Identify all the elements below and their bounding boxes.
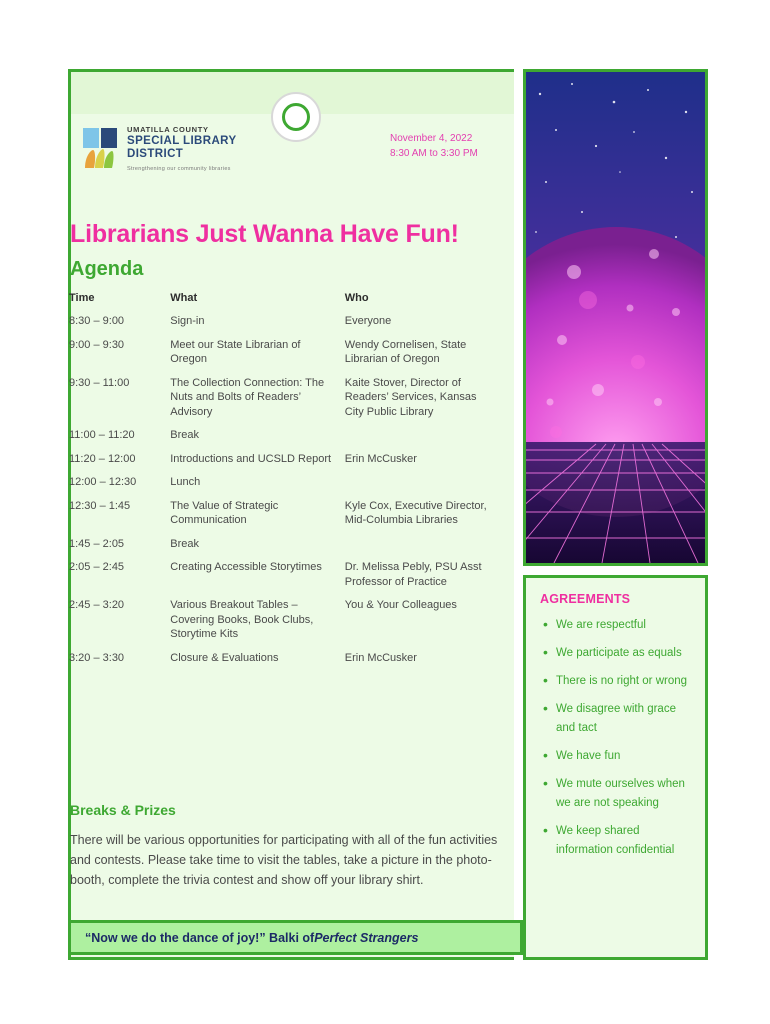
logo-text [127, 125, 237, 172]
cell-what: Various Breakout Tables – Covering Books, Book Clubs, Storytime Kits [170, 599, 314, 640]
table-row [69, 499, 504, 537]
event-date: November 4, 2022 [390, 133, 473, 144]
cell-who: Everyone [344, 315, 392, 327]
agenda-table [69, 292, 504, 674]
table-row [69, 314, 504, 338]
cell-who: Kyle Cox, Executive Director, Mid-Columbia Libraries [344, 499, 487, 526]
cell-time: 12:30 – 1:45 [69, 499, 131, 512]
list-item: • We have fun [556, 747, 695, 766]
agreements-panel [523, 575, 708, 960]
cell-time: 9:00 – 9:30 [69, 338, 125, 351]
circle-ornament-icon [271, 92, 321, 142]
list-item: • We keep shared information confidential [556, 822, 695, 860]
cell-what: The Value of Strategic Communication [170, 499, 279, 526]
cell-what: The Collection Connection: The Nuts and Bolts of Readers’ Advisory [170, 376, 325, 418]
cell-what: Meet our State Librarian of Oregon [170, 338, 301, 365]
cell-what: Creating Accessible Storytimes [170, 561, 322, 573]
table-row [69, 338, 504, 376]
cell-what: Sign-in [170, 315, 205, 327]
page-title: Librarians Just Wanna Have Fun! [70, 220, 459, 248]
table-row [69, 560, 504, 598]
header-what: What [170, 292, 198, 304]
list-item: • We participate as equals [556, 644, 695, 663]
cell-what: Break [170, 429, 199, 441]
logo-mark-icon [83, 128, 119, 170]
table-row [69, 537, 504, 561]
list-item: • We disagree with grace and tact [556, 700, 695, 738]
breaks-body-text: There will be various opportunities for participating with all of the fun activities and contests. Please take time to visit the tables, take a picture in the photo-booth, complete the trivia contest and show off your library shirt. [70, 833, 498, 887]
breaks-heading: Breaks & Prizes [70, 802, 176, 818]
cell-who [345, 428, 504, 452]
agenda-heading: Agenda [70, 258, 144, 280]
table-row [69, 651, 504, 675]
quote-source: Perfect Strangers [314, 930, 419, 945]
cell-who: Kaite Stover, Director of Readers’ Services, Kansas City Public Library [344, 376, 477, 418]
cell-what: Closure & Evaluations [170, 651, 279, 664]
event-date-time [390, 131, 510, 161]
cell-what: Break [170, 537, 199, 550]
logo-line-3: DISTRICT [127, 148, 184, 160]
cell-time: 9:30 – 11:00 [69, 376, 130, 389]
cell-who [345, 475, 504, 499]
quote-banner [68, 920, 523, 955]
logo-line-2: SPECIAL LIBRARY [127, 135, 237, 147]
cell-time: 12:00 – 12:30 [69, 476, 137, 488]
table-row [69, 452, 504, 476]
decorative-artwork-panel [523, 69, 708, 566]
cell-time: 11:20 – 12:00 [69, 452, 136, 465]
table-row [69, 475, 504, 499]
table-row [69, 376, 504, 429]
table-row [69, 428, 504, 452]
cell-who [345, 537, 504, 561]
cell-who: Dr. Melissa Pebly, PSU Asst Professor of Practice [344, 561, 482, 588]
cell-time: 3:20 – 3:30 [69, 651, 125, 664]
list-item: • There is no right or wrong [556, 672, 695, 691]
cell-time: 2:05 – 2:45 [69, 561, 125, 573]
cell-who: You & Your Colleagues [344, 599, 457, 611]
header-time: Time [69, 292, 95, 304]
cell-time: 1:45 – 2:05 [69, 537, 125, 550]
header-who: Who [344, 292, 369, 304]
cell-time: 11:00 – 11:20 [69, 429, 135, 441]
table-header-row [69, 292, 504, 314]
logo-line-1: UMATILLA COUNTY [127, 125, 209, 134]
quote-text: “Now we do the dance of joy!” Balki of [85, 930, 315, 945]
cell-what: Lunch [170, 476, 201, 488]
circle-ornament-ring-icon [282, 103, 310, 131]
agreements-heading: AGREEMENTS [540, 592, 631, 606]
cell-who: Erin McCusker [344, 452, 417, 465]
cell-who: Erin McCusker [344, 651, 417, 664]
list-item: • We mute ourselves when we are not speaking [556, 775, 695, 813]
agreements-list [538, 616, 695, 860]
synthwave-planet-image [526, 72, 705, 563]
cell-time: 8:30 – 9:00 [69, 315, 125, 327]
table-row [69, 598, 504, 651]
list-item: • We are respectful [556, 616, 695, 635]
cell-time: 2:45 – 3:20 [69, 599, 125, 611]
cell-what: Introductions and UCSLD Report [170, 452, 332, 465]
logo-tagline: Strengthening our community libraries [127, 166, 231, 172]
cell-who: Wendy Cornelisen, State Librarian of Oregon [344, 338, 467, 365]
event-time-range: 8:30 AM to 3:30 PM [390, 148, 478, 159]
